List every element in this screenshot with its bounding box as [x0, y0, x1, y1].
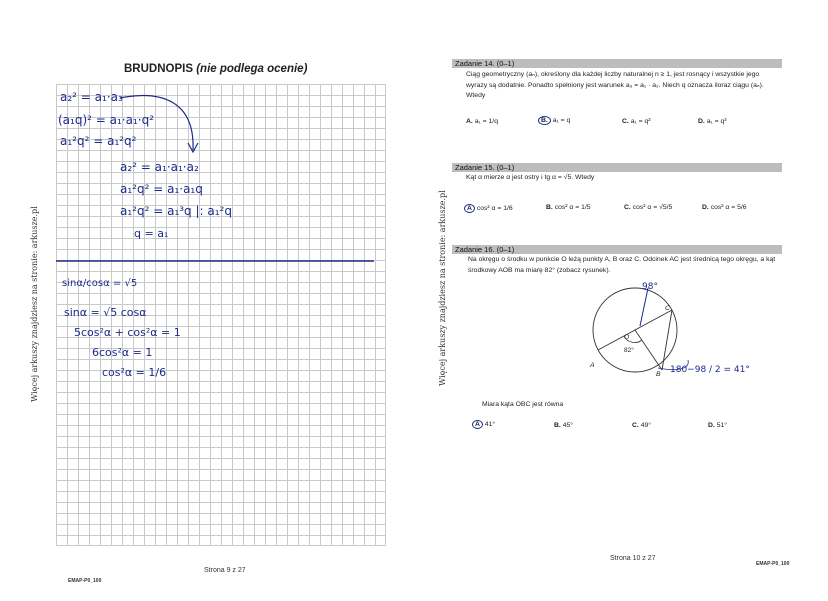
task16-option-d[interactable]	[708, 422, 727, 429]
task15-header: Zadanie 15. (0–1)	[452, 163, 782, 172]
option-letter: A.	[466, 118, 473, 125]
option-value: a₁ = 1/q	[474, 118, 498, 125]
brudnopis-title-main: BRUDNOPIS	[124, 63, 194, 75]
task16-header: Zadanie 16. (0–1)	[452, 245, 782, 254]
label-a: A	[590, 362, 595, 369]
page-number-right: Strona 10 z 27	[610, 555, 656, 562]
task15-option-a[interactable]	[464, 204, 513, 213]
work-line: q = a₁	[134, 227, 169, 240]
exam-code-left: EMAP-P0_100	[68, 578, 102, 584]
option-letter-circled: A	[464, 204, 475, 213]
option-value: a₁ = q	[552, 117, 571, 124]
task14-option-d[interactable]	[698, 118, 727, 125]
task14-text: Ciąg geometryczny (aₙ), określony dla każdej liczby naturalnej n ≥ 1, jest rosnący i wszystkie jego wyrazy są dodatnie. Ponadto spełniony jest warunek a₃ = a₁ · a₂. Niech q oznacza iloraz ciągu (aₙ). Wtedy	[466, 71, 764, 99]
work-line: a₁²q² = a₁³q |: a₁²q	[120, 204, 232, 218]
option-value: cos² α = √5/5	[632, 204, 673, 211]
work-line: (a₁q)² = a₁·a₁·q²	[58, 113, 155, 127]
task14-option-c[interactable]	[622, 118, 651, 125]
option-letter: C.	[622, 118, 629, 125]
work-line: 5cos²α + cos²α = 1	[74, 326, 181, 339]
option-letter-circled: B.	[538, 116, 551, 125]
task16-question: Miara kąta OBC jest równa	[482, 401, 564, 408]
task14-header: Zadanie 14. (0–1)	[452, 59, 782, 68]
task16-text: Na okręgu o środku w punkcie O leżą punkty A, B oraz C. Odcinek AC jest średnicą tego okręgu, a kąt środkowy AOB ma miarę 82° (zobacz rysunek).	[468, 256, 776, 274]
label-c: C	[665, 305, 670, 312]
option-value: 41°	[484, 421, 496, 428]
option-value: cos² α = 1/6	[476, 205, 513, 212]
work-line: a₂² = a₁·a₁·a₂	[120, 160, 199, 174]
option-letter: D.	[708, 422, 715, 429]
work-line: a₁²q² = a₁·a₁q	[120, 182, 203, 196]
angle-82-label: 82°	[624, 347, 634, 354]
option-letter: B.	[546, 204, 553, 211]
option-letter: C.	[632, 422, 639, 429]
task15-option-c[interactable]	[624, 204, 672, 211]
task15-option-d[interactable]	[702, 204, 747, 211]
option-value: cos² α = 5/6	[710, 204, 747, 211]
work-line: cos²α = 1/6	[102, 366, 167, 379]
task16-option-c[interactable]	[632, 422, 651, 429]
option-value: cos² α = 1/5	[554, 204, 591, 211]
brudnopis-title-italic: (nie podlega ocenie)	[196, 63, 308, 75]
task14-option-a[interactable]	[466, 118, 498, 125]
task14-option-b[interactable]	[538, 116, 570, 125]
hand-calculation: 180−98 / 2 = 41°	[670, 365, 750, 375]
option-letter: D.	[702, 204, 709, 211]
option-value: a₁ = q³	[706, 118, 727, 125]
option-letter: C.	[624, 204, 631, 211]
option-value: 49°	[640, 422, 651, 429]
option-letter: D.	[698, 118, 705, 125]
hand-98-label: 98°	[642, 282, 658, 292]
label-o: O	[624, 334, 630, 341]
option-value: 45°	[562, 422, 573, 429]
side-watermark-right: Więcej arkuszy znajdziesz na stronie: arkusze.pl	[438, 190, 447, 386]
option-letter: B.	[554, 422, 561, 429]
work-line: sinα/cosα = √5	[62, 278, 138, 289]
work-line: a₂² = a₁·a₃	[60, 90, 123, 104]
work-line: sinα = √5 cosα	[64, 306, 147, 319]
task16-option-a[interactable]	[472, 420, 495, 429]
option-value: 51°	[716, 422, 727, 429]
work-line: 6cos²α = 1	[92, 346, 153, 359]
task15-option-b[interactable]	[546, 204, 591, 211]
task15-text: Kąt α mierze α jest ostry i tg α = √5. Wtedy	[466, 174, 595, 181]
side-watermark-left: Więcej arkuszy znajdziesz na stronie: arkusze.pl	[30, 206, 39, 402]
option-value: a₁ = q²	[630, 118, 651, 125]
page-number-left: Strona 9 z 27	[204, 567, 246, 574]
exam-code-right: EMAP-P0_100	[756, 561, 790, 567]
task16-option-b[interactable]	[554, 422, 573, 429]
option-letter-circled: A	[472, 420, 483, 429]
work-line: a₁²q² = a₁²q²	[60, 134, 137, 148]
label-b: B	[656, 371, 661, 378]
